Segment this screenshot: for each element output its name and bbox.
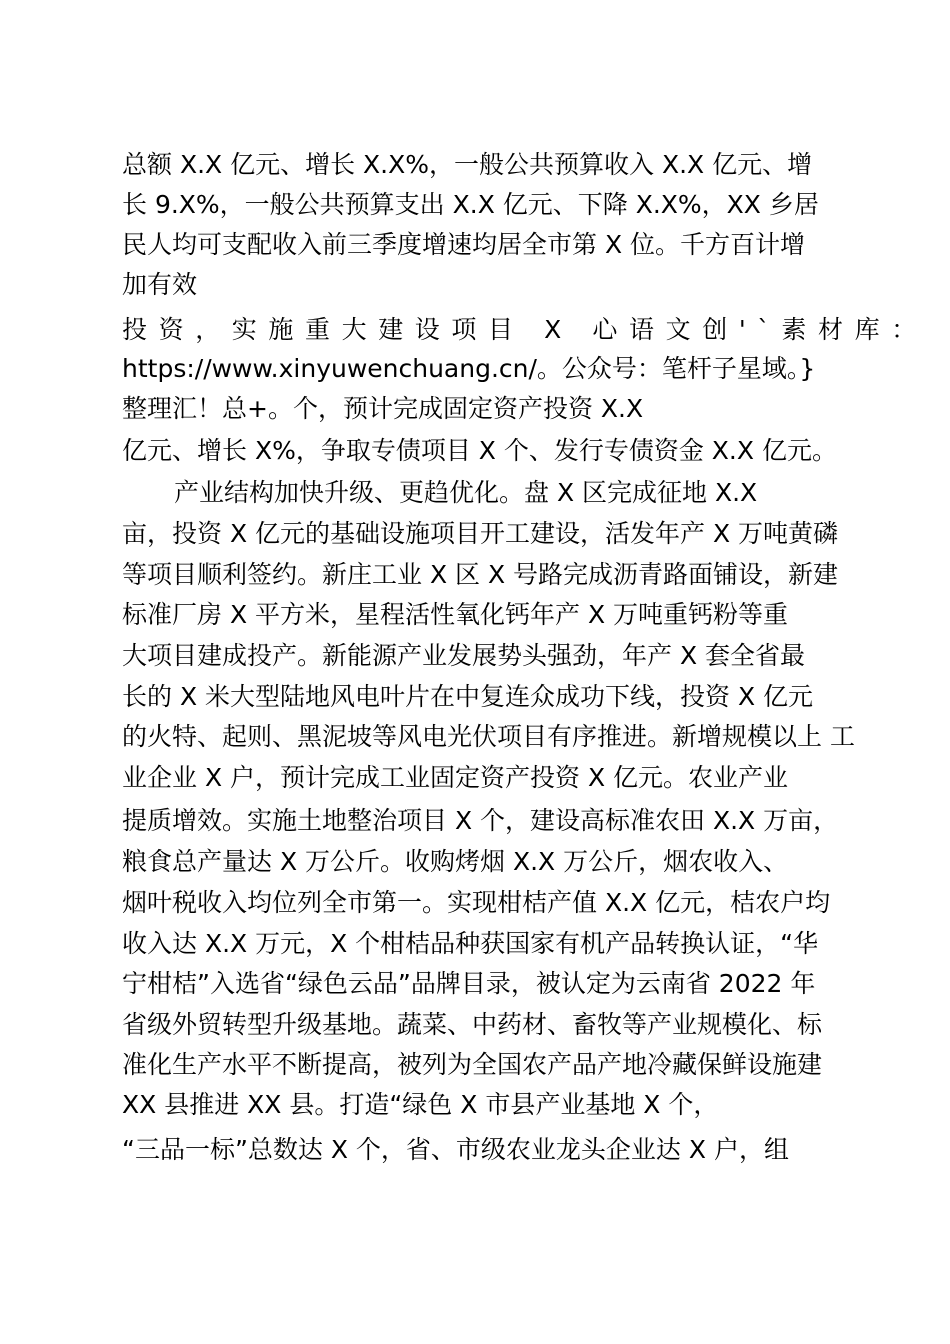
text-line: 亩，投资 X 亿元的基础设施项目开工建设，活发年产 X 万吨黄磷 (122, 519, 839, 548)
text-line: 业企业 X 户，预计完成工业固定资产投资 X 亿元。农业产业 (122, 763, 789, 792)
text-line: 总额 X.X 亿元、增长 X.X%，一般公共预算收入 X.X 亿元、增 (122, 150, 813, 179)
text-line: 加有效 (122, 270, 198, 299)
text-line: 宁柑桔”入选省“绿色云品”品牌目录，被认定为云南省 2022 年 (122, 969, 816, 998)
text-line: 长 9.X%，一般公共预算支出 X.X 亿元、下降 X.X%，XX 乡居 (122, 190, 819, 219)
text-line: 的火特、起则、黑泥坡等风电光伏项目有序推进。新增规模以上 工 (122, 722, 855, 751)
text-line: 粮食总产量达 X 万公斤。收购烤烟 X.X 万公斤，烟农收入、 (122, 847, 789, 876)
text-line: 大项目建成投产。新能源产业发展势头强劲，年产 X 套全省最 (122, 641, 806, 670)
text-line: 长的 X 米大型陆地风电叶片在中复连众成功下线，投资 X 亿元 (122, 682, 814, 711)
text-line: 标准厂房 X 平方米，星程活性氧化钙年产 X 万吨重钙粉等重 (122, 600, 789, 629)
text-line: 亿元、增长 X%，争取专债项目 X 个、发行专债资金 X.X 亿元。 (122, 436, 837, 465)
text-line: 烟叶税收入均位列全市第一。实现柑桔产值 X.X 亿元，桔农户均 (122, 888, 831, 917)
text-line: “三品一标”总数达 X 个，省、市级农业龙头企业达 X 户，组 (122, 1135, 789, 1164)
text-line: 民人均可支配收入前三季度增速均居全市第 X 位。千方百计增 (122, 230, 806, 259)
text-line: 整理汇！总+。个，预计完成固定资产投资 X.X (122, 394, 644, 423)
text-line: 准化生产水平不断提高，被列为全国农产品产地冷藏保鲜设施建 (122, 1050, 823, 1079)
text-line: 产业结构加快升级、更趋优化。盘 X 区完成征地 X.X (174, 478, 758, 507)
text-line: https://www.xinyuwenchuang.cn/。公众号：笔杆子星域。} (122, 354, 816, 383)
text-line: 等项目顺利签约。新庄工业 X 区 X 号路完成沥青路面铺设，新建 (122, 560, 839, 589)
text-line: 提质增效。实施土地整治项目 X 个，建设高标准农田 X.X 万亩， (122, 806, 839, 835)
text-line: 收入达 X.X 万元，X 个柑桔品种获国家有机产品转换认证，“华 (122, 929, 819, 958)
text-line: 投资，实施重大建设项目 X 心语文创'`素材库： (122, 315, 928, 344)
text-line: XX 县推进 XX 县。打造“绿色 X 市县产业基地 X 个， (122, 1090, 719, 1119)
text-line: 省级外贸转型升级基地。蔬菜、中药材、畜牧等产业规模化、标 (122, 1010, 823, 1039)
